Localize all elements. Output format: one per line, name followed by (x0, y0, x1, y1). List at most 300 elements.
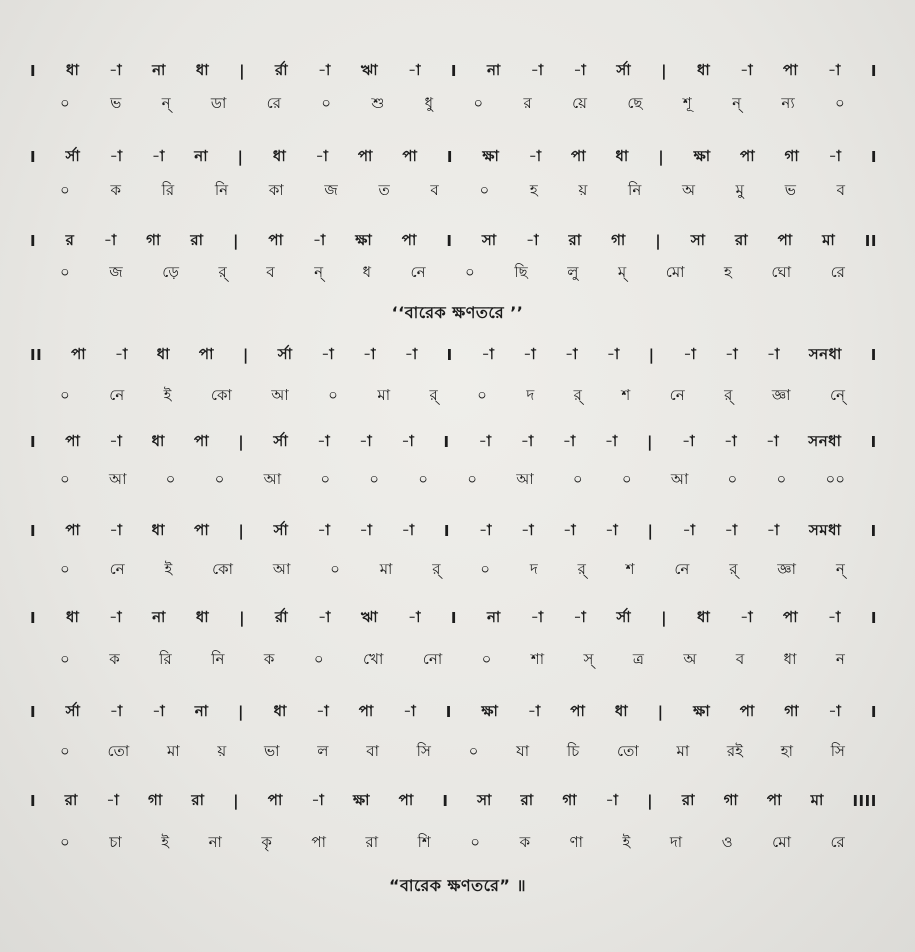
lyric-syllable: ন্ (314, 262, 324, 281)
note-token: -া (359, 520, 373, 539)
lyric-syllable: শা (530, 649, 545, 668)
lyrics-line-7 (0, 645, 915, 675)
lyric-syllable: অ (683, 649, 697, 668)
notation-line-2 (0, 142, 915, 172)
note-token: মা (822, 230, 836, 249)
lyric-syllable: কৃ (261, 832, 272, 851)
lyric-syllable: ণা (569, 832, 584, 851)
lyric-syllable: পা (311, 832, 326, 851)
lyric-syllable: ০ (321, 93, 332, 112)
note-token: I (30, 609, 37, 627)
lyric-syllable: আ (271, 385, 289, 404)
lyric-syllable: চি (566, 741, 580, 760)
lyric-syllable: ০ (776, 469, 787, 488)
note-token: ধা (156, 344, 171, 363)
lyric-syllable: দ (526, 385, 535, 404)
note-token: -া (563, 520, 577, 539)
lyric-syllable: ০ (60, 832, 70, 851)
lyrics-line-2 (0, 176, 915, 206)
lyric-syllable: ০ (60, 385, 70, 404)
lyric-syllable: যা (516, 741, 530, 760)
lyrics-line-5 (0, 465, 915, 495)
note-token: পা (65, 520, 81, 539)
lyric-syllable: হ (529, 180, 538, 199)
note-token: র্রা (275, 60, 289, 79)
note-token: গা (784, 701, 799, 720)
note-token: গা (784, 146, 800, 165)
note-token: পা (198, 344, 214, 363)
lyric-syllable: নে (109, 385, 125, 404)
lyric-syllable: ০ (313, 649, 324, 668)
lyric-syllable: য় (578, 180, 588, 199)
lyric-syllable: মো (772, 832, 791, 851)
lyric-syllable: ০ (468, 741, 479, 760)
lyric-syllable: র্ (432, 559, 441, 578)
note-token: -া (479, 520, 492, 539)
note-token: -া (321, 344, 335, 363)
note-token: | (647, 522, 654, 540)
note-token: | (238, 522, 245, 540)
note-token: পা (740, 146, 756, 165)
lyric-syllable: ০ (418, 469, 429, 488)
note-token: II (864, 232, 877, 250)
lyric-syllable: কো (212, 559, 233, 578)
lyric-syllable: র (523, 93, 532, 112)
lyric-syllable: তো (617, 741, 639, 760)
note-token: পা (71, 344, 87, 363)
note-token: -া (828, 701, 842, 720)
note-token: রা (520, 790, 534, 809)
lyric-syllable: মো (665, 262, 685, 281)
note-token: -া (530, 60, 544, 79)
note-token: | (661, 609, 668, 627)
note-token: | (655, 232, 662, 250)
note-token: -া (605, 790, 619, 809)
lyric-syllable: ক (263, 649, 275, 668)
note-token: ধা (614, 701, 629, 720)
note-token: | (647, 792, 654, 810)
lyric-syllable: তো (107, 741, 130, 760)
refrain-caption-2: “বারেক ক্ষণতরে” ॥ (388, 876, 527, 895)
note-token: -া (315, 146, 329, 165)
lyric-syllable: দা (669, 832, 683, 851)
lyric-syllable: ই (164, 559, 173, 578)
note-token: পা (570, 701, 586, 720)
note-token: -া (740, 607, 754, 626)
note-token: -া (401, 431, 415, 450)
lyric-syllable: ড়ে (162, 262, 179, 281)
lyric-syllable: ব (836, 180, 845, 199)
note-token: -া (408, 60, 421, 79)
note-token: I (445, 703, 452, 721)
note-token: -া (573, 607, 587, 626)
lyric-syllable: মা (166, 741, 180, 760)
note-token: -া (151, 146, 165, 165)
lyric-syllable: ০ (479, 180, 490, 199)
lyric-syllable: ধু (424, 93, 434, 112)
note-token: | (239, 609, 246, 627)
note-token: -া (103, 230, 117, 249)
note-token: I (443, 433, 450, 451)
note-token: ধা (273, 701, 287, 720)
lyric-syllable: ০ (473, 93, 484, 112)
lyric-syllable: নি (628, 180, 642, 199)
note-token: পা (571, 146, 587, 165)
lyric-syllable: ভ (784, 180, 796, 199)
lyric-syllable: ত (378, 180, 390, 199)
note-token: ধা (151, 431, 165, 450)
lyric-syllable: শু (371, 93, 385, 112)
refrain-caption-1: ‘‘বারেক ক্ষণতরে ’’ (391, 303, 524, 322)
note-token: -া (318, 607, 331, 626)
note-token: | (661, 62, 668, 80)
notation-line-9 (0, 786, 915, 816)
note-token: -া (828, 146, 842, 165)
lyric-syllable: ই (622, 832, 631, 851)
lyric-syllable: মু (735, 180, 744, 199)
note-token: | (232, 232, 239, 250)
note-token: -া (604, 431, 618, 450)
note-token: -া (724, 520, 738, 539)
note-token: | (238, 703, 245, 721)
note-token: পা (777, 230, 793, 249)
lyric-syllable: মা (676, 741, 690, 760)
note-token: I (30, 232, 37, 250)
lyric-syllable: জ্ঞা (777, 559, 796, 578)
note-token: -া (106, 790, 120, 809)
note-token: ক্ষা (355, 230, 373, 249)
lyric-syllable: ম্ (617, 262, 627, 281)
note-token: I (870, 148, 877, 166)
lyrics-line-8 (0, 737, 915, 767)
lyric-syllable: মা (379, 559, 393, 578)
note-token: II (30, 346, 43, 364)
lyric-syllable: ই (163, 385, 172, 404)
lyric-syllable: ০ (60, 180, 70, 199)
lyric-syllable: রে (830, 262, 845, 281)
note-token: -া (312, 230, 326, 249)
lyric-syllable: ল (317, 741, 329, 760)
lyric-syllable: ব (735, 649, 745, 668)
lyric-syllable: ০ (727, 469, 738, 488)
lyric-syllable: ০ (328, 385, 338, 404)
note-token: না (194, 701, 209, 720)
lyric-syllable: ভা (264, 741, 280, 760)
lyric-syllable: রা (365, 832, 379, 851)
note-token: -া (317, 431, 331, 450)
lyric-syllable: ০ (835, 93, 845, 112)
note-token: I (30, 433, 37, 451)
lyric-syllable: নি (214, 180, 229, 199)
lyric-syllable: ধ (362, 262, 371, 281)
note-token: পা (65, 431, 81, 450)
note-token: রা (64, 790, 78, 809)
note-token: | (239, 62, 246, 80)
notation-line-8 (0, 697, 915, 727)
notation-line-1 (0, 56, 915, 86)
note-token: সনধা (808, 344, 842, 363)
note-token: ধা (151, 520, 165, 539)
note-token: ক্ষা (481, 701, 499, 720)
lyric-syllable: নি (211, 649, 225, 668)
note-token: -া (523, 344, 537, 363)
note-token: -া (317, 520, 331, 539)
note-token: -া (521, 520, 535, 539)
lyric-syllable: ০ (465, 262, 475, 281)
note-token: -া (530, 607, 544, 626)
lyrics-line-3 (0, 258, 915, 288)
note-token: I (443, 522, 450, 540)
lyric-syllable: ০ (60, 741, 70, 760)
lyric-syllable: ন্ (161, 93, 171, 112)
note-token: গা (148, 790, 163, 809)
note-token: I (30, 522, 37, 540)
lyric-syllable: আ (670, 469, 689, 488)
note-token: -া (359, 431, 373, 450)
note-token: পা (401, 230, 417, 249)
lyric-syllable: কা (268, 180, 284, 199)
note-token: -া (528, 146, 542, 165)
lyric-syllable: অ (681, 180, 695, 199)
note-token: -া (766, 520, 780, 539)
lyric-syllable: ন্ (835, 559, 845, 578)
lyric-syllable: ০ (165, 469, 176, 488)
lyric-syllable: জ্ঞা (771, 385, 791, 404)
note-token: -া (478, 431, 492, 450)
note-token: I (30, 792, 37, 810)
note-token: না (486, 60, 501, 79)
note-token: গা (562, 790, 577, 809)
lyric-syllable: শি (417, 832, 431, 851)
lyric-syllable: রই (726, 741, 743, 760)
lyric-syllable: হ (724, 262, 732, 281)
lyric-syllable: নো (422, 649, 443, 668)
lyric-syllable: ন (835, 649, 845, 668)
lyric-syllable: ব (430, 180, 439, 199)
note-token: -া (766, 344, 780, 363)
note-token: পা (739, 701, 755, 720)
note-token: -া (311, 790, 325, 809)
note-token: -া (562, 431, 576, 450)
note-token: র্সা (273, 520, 289, 539)
lyric-syllable: ছে (627, 93, 643, 112)
lyric-syllable: ০ (467, 469, 477, 488)
lyric-syllable: ০০ (825, 469, 845, 488)
lyrics-line-6 (0, 555, 915, 585)
lyric-syllable: রে (830, 832, 845, 851)
lyric-syllable: ০ (572, 469, 583, 488)
lyric-syllable: রি (159, 649, 172, 668)
note-token: -া (401, 520, 415, 539)
note-token: I (450, 609, 457, 627)
lyric-syllable: জ (324, 180, 338, 199)
note-token: | (237, 148, 244, 166)
lyric-syllable: নে (109, 559, 125, 578)
note-token: ধা (615, 146, 629, 165)
lyric-syllable: ধা (783, 649, 797, 668)
note-token: ঋা (360, 607, 379, 626)
lyric-syllable: ন্য (781, 93, 795, 112)
note-token: -া (682, 520, 696, 539)
lyrics-line-9 (0, 828, 915, 858)
note-token: -া (682, 431, 696, 450)
note-token: পা (357, 146, 373, 165)
note-token: | (242, 346, 249, 364)
lyric-syllable: শ (621, 385, 631, 404)
note-token: -া (152, 701, 166, 720)
note-token: -া (363, 344, 376, 363)
lyrics-line-4 (0, 381, 915, 411)
note-token: রা (568, 230, 582, 249)
note-token: ধা (697, 60, 711, 79)
note-token: পা (766, 790, 782, 809)
lyric-syllable: ০ (481, 649, 492, 668)
note-token: I (446, 232, 453, 250)
note-token: পা (402, 146, 418, 165)
lyric-syllable: নে (410, 262, 426, 281)
lyric-syllable: নে (674, 559, 690, 578)
lyric-syllable: নে্ (829, 385, 845, 404)
note-token: না (194, 146, 209, 165)
lyric-syllable: না (208, 832, 222, 851)
note-token: পা (358, 701, 374, 720)
note-token: IIII (852, 792, 877, 810)
lyric-syllable: স্ (583, 649, 594, 668)
note-token: I (870, 522, 877, 540)
note-token: ধা (272, 146, 287, 165)
note-token: I (442, 792, 449, 810)
note-token: -া (724, 431, 738, 450)
note-token: রা (734, 230, 749, 249)
note-token: -া (683, 344, 697, 363)
note-token: ক্ষা (353, 790, 371, 809)
note-token: -া (481, 344, 495, 363)
lyric-syllable: ০ (60, 649, 70, 668)
note-token: -া (115, 344, 128, 363)
note-token: -া (573, 60, 587, 79)
lyric-syllable: ০ (60, 262, 70, 281)
note-token: -া (520, 431, 534, 450)
lyric-syllable: জ (109, 262, 123, 281)
note-token: I (450, 62, 457, 80)
note-token: | (657, 703, 664, 721)
note-token: সা (690, 230, 706, 249)
notation-line-3 (0, 226, 915, 256)
note-token: I (870, 346, 877, 364)
note-token: পা (267, 790, 283, 809)
lyric-syllable: ০ (480, 559, 491, 578)
lyric-syllable: হা (780, 741, 793, 760)
note-token: মা (810, 790, 824, 809)
note-token: I (870, 62, 877, 80)
lyric-syllable: ০ (369, 469, 380, 488)
note-token: র্সা (273, 431, 289, 450)
note-token: রা (681, 790, 695, 809)
lyric-syllable: কো (210, 385, 232, 404)
note-token: -া (527, 701, 541, 720)
note-token: র (65, 230, 75, 249)
note-token: র্সা (616, 60, 632, 79)
note-token: -া (318, 60, 331, 79)
lyric-syllable: য় (217, 741, 227, 760)
lyric-syllable: ব (266, 262, 275, 281)
note-token: -া (109, 607, 123, 626)
note-token: | (646, 433, 653, 451)
note-token: -া (740, 60, 754, 79)
note-token: -া (526, 230, 539, 249)
lyric-syllable: সি (416, 741, 431, 760)
lyric-syllable: ক (519, 832, 531, 851)
lyric-syllable: য়ে (572, 93, 588, 112)
note-token: না (152, 607, 166, 626)
note-token: র্সা (65, 701, 81, 720)
note-token: | (658, 148, 665, 166)
note-token: ধা (697, 607, 711, 626)
note-token: ধা (66, 607, 80, 626)
lyric-syllable: ০ (60, 469, 70, 488)
note-token: I (870, 609, 877, 627)
note-token: ধা (195, 60, 210, 79)
lyric-syllable: ডা (210, 93, 227, 112)
lyric-syllable: র্ (218, 262, 227, 281)
note-token: | (233, 792, 240, 810)
note-token: গা (723, 790, 739, 809)
lyric-syllable: র্ (577, 559, 586, 578)
lyric-syllable: লু (567, 262, 579, 281)
note-token: গা (146, 230, 161, 249)
lyric-syllable: আ (272, 559, 291, 578)
lyric-syllable: ০ (477, 385, 487, 404)
lyric-syllable: দ (529, 559, 538, 578)
note-token: I (30, 62, 37, 80)
lyric-syllable: র্ (724, 385, 733, 404)
lyric-syllable: আ (263, 469, 282, 488)
note-token: ধা (195, 607, 210, 626)
note-token: -া (109, 520, 123, 539)
lyric-syllable: বা (366, 741, 379, 760)
note-token: র্সা (65, 146, 81, 165)
note-token: -া (828, 60, 841, 79)
note-token: পা (398, 790, 414, 809)
note-token: -া (725, 344, 739, 363)
note-token: -া (408, 607, 421, 626)
note-token: I (446, 148, 453, 166)
lyric-syllable: নে (669, 385, 685, 404)
lyric-syllable: ত্র (632, 649, 644, 668)
note-token: I (870, 433, 877, 451)
note-token: -া (828, 607, 841, 626)
note-token: -া (565, 344, 578, 363)
lyric-syllable: র্ (729, 559, 738, 578)
note-token: না (486, 607, 501, 626)
note-token: -া (404, 344, 418, 363)
lyric-syllable: ০ (214, 469, 225, 488)
lyric-syllable: শ (625, 559, 635, 578)
note-token: পা (783, 607, 799, 626)
lyric-syllable: ক (109, 649, 120, 668)
note-token: ঋা (360, 60, 379, 79)
lyric-syllable: র্ (429, 385, 438, 404)
lyric-syllable: ছি (514, 262, 528, 281)
lyric-syllable: চা (109, 832, 122, 851)
note-token: I (30, 703, 37, 721)
note-token: পা (194, 520, 210, 539)
lyric-syllable: আ (108, 469, 127, 488)
note-token: ধা (66, 60, 80, 79)
lyric-syllable: ঘো (771, 262, 792, 281)
note-token: রা (190, 230, 204, 249)
lyric-syllable: ০ (60, 93, 70, 112)
